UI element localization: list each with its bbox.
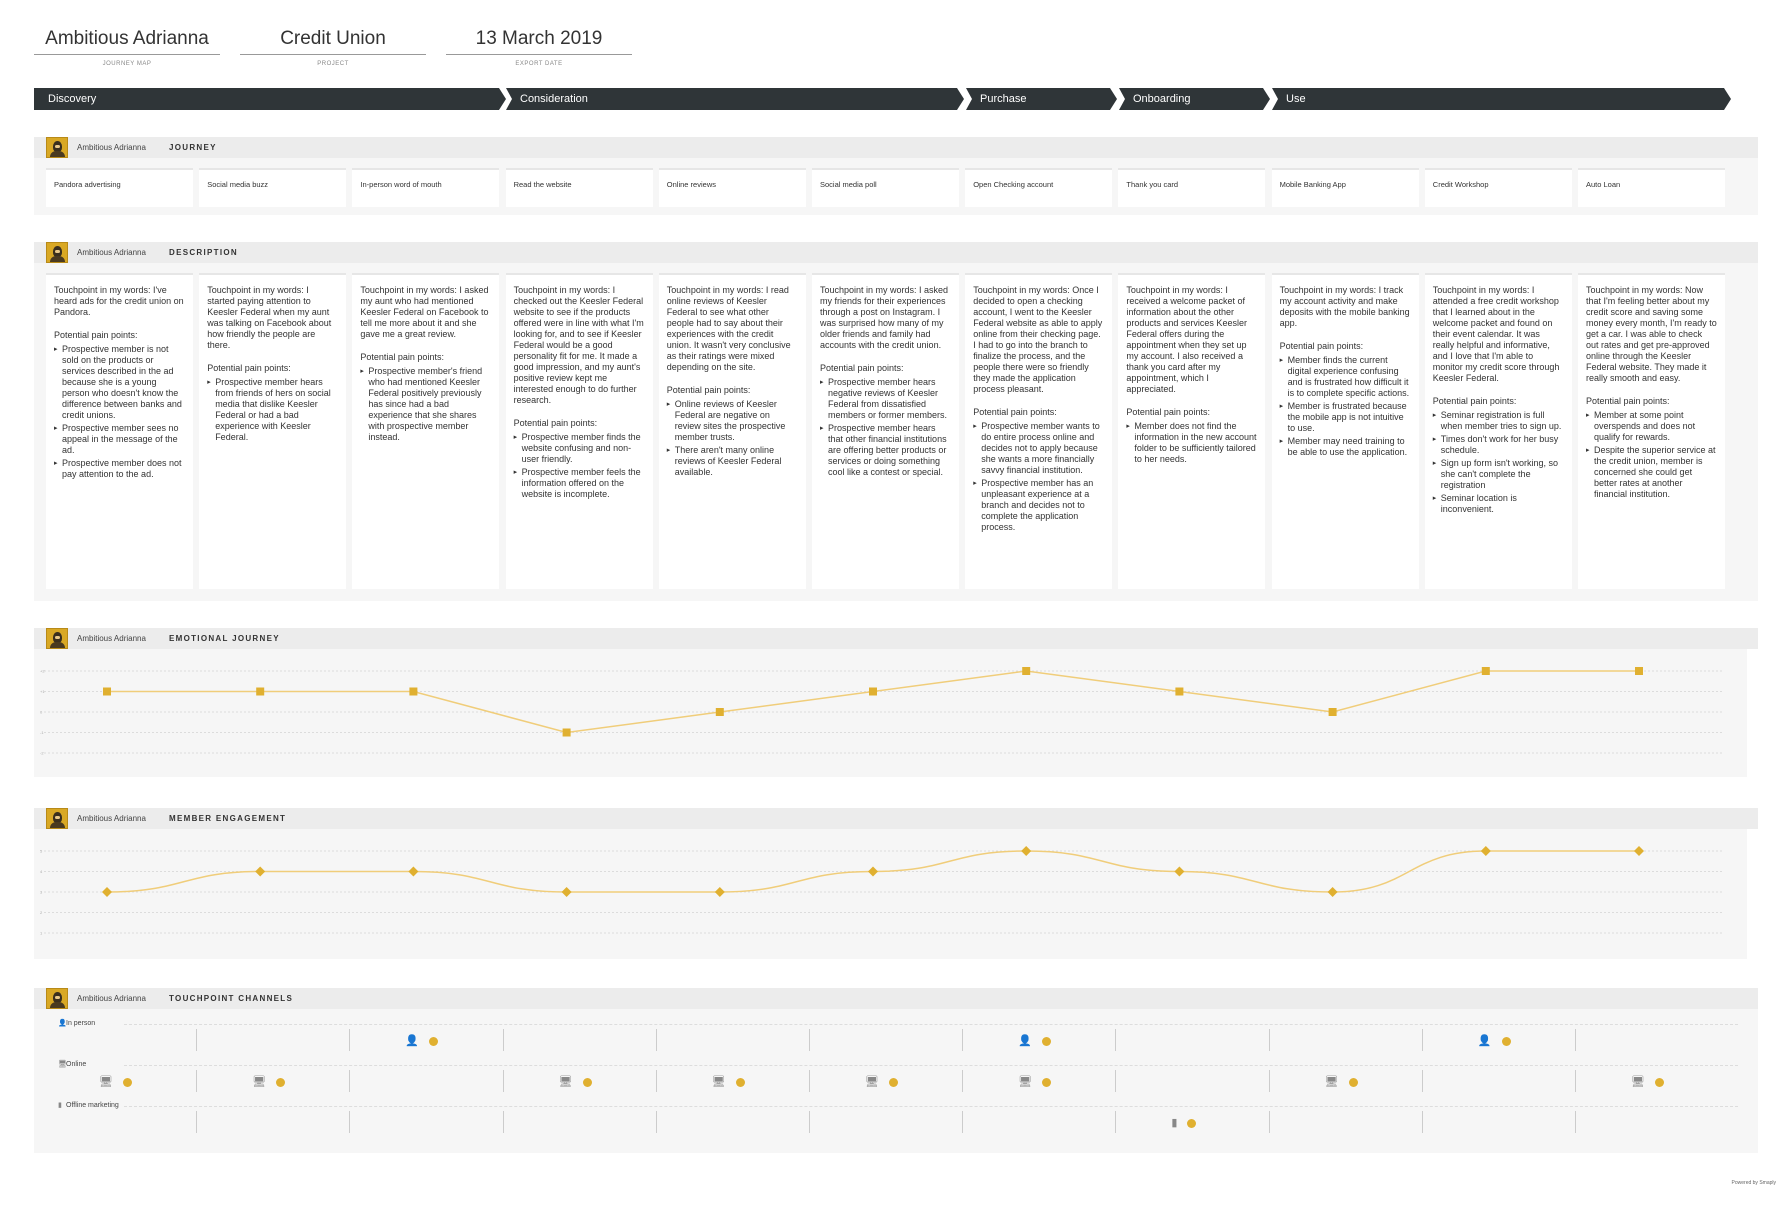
touchpoint-words: Touchpoint in my words: Once I decided to open a checking account, I went to the Keesler Federal website as able to apply online from their checking page. I had to go into the branch to finalize the process, and the people there were so friendly they made the application process pleasant.: [973, 285, 1103, 394]
stage-label: Onboarding: [1133, 93, 1191, 105]
column-divider: [1575, 1070, 1576, 1092]
description-card[interactable]: [812, 273, 959, 589]
description-card[interactable]: [1118, 273, 1265, 589]
pain-points-label: Potential pain points:: [513, 418, 598, 428]
data-point[interactable]: [1481, 846, 1491, 856]
description-card[interactable]: [1272, 273, 1419, 589]
column-divider: [349, 1111, 350, 1133]
channel-dot: [1042, 1037, 1051, 1046]
channel-row-line: [124, 1024, 1738, 1025]
touchpoint-card[interactable]: In-person word of mouth: [352, 168, 499, 207]
column-divider: [809, 1070, 810, 1092]
column-divider: [1575, 1029, 1576, 1051]
column-divider: [1115, 1111, 1116, 1133]
description-card[interactable]: [352, 273, 499, 589]
document-icon: ▮: [1171, 1117, 1178, 1129]
section-title: TOUCHPOINT CHANNELS: [169, 994, 294, 1003]
channel-dot: [429, 1037, 438, 1046]
touchpoint-card[interactable]: Thank you card: [1118, 168, 1265, 207]
pain-point: ▸ Seminar registration is full when member tries to sign up.: [1433, 410, 1564, 432]
pain-points-list: [514, 432, 645, 500]
channel-dot: [889, 1078, 898, 1087]
stage-purchase[interactable]: [966, 88, 1117, 110]
computer-icon: 🖥: [252, 1076, 267, 1088]
channel-dot: [123, 1078, 132, 1087]
channels-section: [34, 988, 1758, 1153]
pain-point: ▸ Prospective member hears from friends of hers on social media that dislike Keesler Federal or had a bad experience with Keesler Federal.: [207, 377, 338, 443]
pain-point: ▸ Member does not find the information in the new account folder to be sufficiently tailored to her needs.: [1126, 421, 1257, 465]
channel-row-label: [58, 1101, 119, 1109]
description-lane: [34, 263, 1758, 601]
pain-point: ▸ Prospective member feels the information offered on the website is incomplete.: [514, 467, 645, 500]
touchpoint-card[interactable]: Auto Loan: [1578, 168, 1725, 207]
description-card[interactable]: [1425, 273, 1572, 589]
pain-point: ▸ Member finds the current digital experience confusing and is frustrated how difficult it is to complete specific actions.: [1280, 355, 1411, 399]
journey-section: [34, 137, 1758, 215]
touchpoint-words: Touchpoint in my words: I received a welcome packet of information about the other products and services Keesler Federal offers during the appointment when they set up my account. I also received a thank you card after my appointment, which I appreciated.: [1126, 285, 1247, 394]
channels-lane: [34, 1009, 1758, 1153]
pain-points-list: [973, 421, 1104, 533]
pain-point: ▸ Member at some point overspends and does not qualify for rewards.: [1586, 410, 1717, 443]
description-card[interactable]: [965, 273, 1112, 589]
pain-points-label: Potential pain points:: [1586, 396, 1670, 406]
person-icon: 👤: [1018, 1035, 1032, 1047]
engagement-chart: [34, 829, 1747, 959]
pain-point: ▸ Prospective member's friend who had mentioned Keesler Federal positively previously has since had a bad experience that she shares with prospective member instead.: [360, 366, 491, 443]
stage-label: Discovery: [48, 93, 97, 105]
touchpoint-words: Touchpoint in my words: I asked my friends for their experiences through a post on Instagram. I was surprised how many of my older friends and family had accounts with the credit union.: [820, 285, 949, 350]
channel-marker[interactable]: [1478, 1035, 1511, 1047]
data-point[interactable]: [868, 867, 878, 877]
touchpoint-card[interactable]: Read the website: [506, 168, 653, 207]
column-divider: [1422, 1029, 1423, 1051]
persona-avatar: [46, 628, 68, 649]
touchpoint-words: Touchpoint in my words: I've heard ads for the credit union on Pandora.: [54, 285, 184, 317]
pain-point: ▸ Seminar location is inconvenient.: [1433, 493, 1564, 515]
touchpoint-words: Touchpoint in my words: Now that I'm feeling better about my credit score and saving some money every month, I'm ready to get a car. I was able to check out rates and get pre-approved online through the Keesler Federal website. They made it really smooth and easy.: [1586, 285, 1717, 383]
data-point[interactable]: [563, 729, 571, 737]
channel-dot: [1655, 1078, 1664, 1087]
axis-tick-label: 1: [40, 930, 43, 936]
stage-arrow-shape: [34, 88, 506, 110]
column-divider: [1269, 1029, 1270, 1051]
channel-dot: [1042, 1078, 1051, 1087]
pain-point: ▸ Online reviews of Keesler Federal are negative on review sites the prospective member trusts.: [667, 399, 798, 443]
section-persona: Ambitious Adrianna: [77, 143, 146, 152]
data-point[interactable]: [1635, 667, 1643, 675]
pain-points-label: Potential pain points:: [1279, 341, 1364, 351]
touchpoint-card[interactable]: Pandora advertising: [46, 168, 193, 207]
touchpoint-card[interactable]: Mobile Banking App: [1272, 168, 1419, 207]
section-persona: Ambitious Adrianna: [77, 814, 146, 823]
pain-point: ▸ There aren't many online reviews of Keesler Federal available.: [667, 445, 798, 478]
data-point[interactable]: [869, 688, 877, 696]
persona-avatar: [46, 137, 68, 158]
export-date-label: EXPORT DATE: [515, 61, 563, 67]
column-divider: [196, 1029, 197, 1051]
channel-row-line: [124, 1106, 1738, 1107]
data-point[interactable]: [103, 688, 111, 696]
pain-points-list: [1586, 410, 1717, 500]
section-header: [34, 242, 1758, 263]
description-card[interactable]: [659, 273, 806, 589]
section-header: [34, 808, 1758, 829]
channel-marker[interactable]: [1018, 1076, 1051, 1088]
pain-points-label: Potential pain points:: [973, 407, 1057, 417]
data-point[interactable]: [562, 887, 572, 897]
stage-consideration[interactable]: [506, 88, 964, 110]
pain-points-list: [1433, 410, 1564, 515]
column-divider: [196, 1111, 197, 1133]
channel-marker[interactable]: [1325, 1076, 1358, 1088]
pain-points-list: [667, 399, 798, 478]
channel-row-label: [58, 1019, 95, 1027]
data-point[interactable]: [1329, 708, 1337, 716]
channel-dot: [583, 1078, 592, 1087]
column-divider: [962, 1111, 963, 1133]
project-label: PROJECT: [317, 61, 349, 67]
pain-point: ▸ Times don't work for her busy schedule.: [1433, 434, 1564, 456]
channel-marker[interactable]: [252, 1076, 285, 1088]
computer-icon: 🖥: [1631, 1076, 1645, 1088]
pain-point: ▸ Member is frustrated because the mobile app is not intuitive to use.: [1280, 401, 1411, 434]
section-title: EMOTIONAL JOURNEY: [169, 634, 280, 643]
person-icon: 👤: [1477, 1035, 1492, 1047]
channel-marker[interactable]: [99, 1076, 132, 1088]
data-point[interactable]: [1174, 867, 1184, 877]
stage-arrow: [1272, 88, 1731, 110]
column-divider: [962, 1070, 963, 1092]
date-field: [446, 28, 632, 67]
computer-icon: 🖥: [58, 1061, 67, 1068]
pain-point: ▸ Despite the superior service at the credit union, member is concerned she could get better rates at another financial institution.: [1586, 445, 1717, 500]
pain-points-list: [820, 377, 951, 478]
emotional-chart-svg: [34, 649, 1747, 777]
section-title: MEMBER ENGAGEMENT: [169, 814, 287, 823]
channel-name: Offline marketing: [66, 1102, 119, 1109]
engagement-chart-svg: [34, 829, 1747, 959]
pain-points-list: [1280, 355, 1411, 458]
axis-tick-label: 0: [40, 709, 43, 715]
column-divider: [1269, 1070, 1270, 1092]
axis-tick-label: -1: [40, 730, 44, 735]
section-header: [34, 988, 1758, 1009]
axis-tick-label: +1: [40, 689, 45, 694]
emotional-section: [34, 628, 1758, 777]
column-divider: [349, 1029, 350, 1051]
section-header: [34, 628, 1758, 649]
column-divider: [503, 1029, 504, 1051]
data-point[interactable]: [1175, 688, 1183, 696]
column-divider: [1575, 1111, 1576, 1133]
persona-avatar: [46, 242, 68, 263]
project-name[interactable]: Credit Union: [240, 28, 426, 55]
description-card[interactable]: [1578, 273, 1725, 589]
column-divider: [962, 1029, 963, 1051]
computer-icon: 🖥: [865, 1076, 879, 1088]
description-card[interactable]: [199, 273, 346, 589]
column-divider: [1422, 1070, 1423, 1092]
section-persona: Ambitious Adrianna: [77, 248, 146, 257]
data-point[interactable]: [256, 688, 264, 696]
stage-onboarding[interactable]: [1119, 88, 1270, 110]
channel-dot: [276, 1078, 285, 1087]
column-divider: [656, 1029, 657, 1051]
channel-dot: [1349, 1078, 1358, 1087]
stage-label: Use: [1286, 93, 1306, 105]
stage-use[interactable]: [1272, 88, 1731, 110]
data-point[interactable]: [1021, 846, 1031, 856]
pain-point: ▸ Prospective member sees no appeal in the message of the ad.: [54, 423, 185, 456]
channel-marker[interactable]: [1018, 1035, 1051, 1047]
stage-arrow: [34, 88, 506, 110]
persona-field: [34, 28, 220, 67]
channel-marker[interactable]: [865, 1076, 898, 1088]
channel-row-label: [58, 1060, 86, 1068]
stage-discovery[interactable]: [34, 88, 506, 110]
touchpoint-words: Touchpoint in my words: I checked out the Keesler Federal website to see if the products offered were in line with what I'm looking for, and to see if Keesler Federal would be a good personality fit for me. It made a good impression, and my aunt's positive review kept me interested enough to do further research.: [513, 285, 644, 405]
touchpoint-card[interactable]: Online reviews: [659, 168, 806, 207]
section-title: JOURNEY: [169, 143, 217, 152]
column-divider: [1115, 1070, 1116, 1092]
pain-points-label: Potential pain points:: [820, 363, 904, 373]
person-icon: 👤: [58, 1020, 67, 1027]
pain-points-list: [207, 377, 338, 443]
column-divider: [1422, 1111, 1423, 1133]
pain-point: ▸ Prospective member hears that other financial institutions are offering better products or services or doing something cool like a contest or special.: [820, 423, 951, 478]
touchpoint-words: Touchpoint in my words: I started paying attention to Keesler Federal when my aunt was talking on Facebook about how friendly the people are there.: [207, 285, 332, 350]
persona-name[interactable]: Ambitious Adrianna: [34, 28, 220, 55]
pain-point: ▸ Prospective member finds the website confusing and non-user friendly.: [514, 432, 645, 465]
axis-tick-label: +2: [40, 668, 45, 674]
project-field: [240, 28, 426, 67]
person-icon: 👤: [405, 1035, 420, 1047]
touchpoint-words: Touchpoint in my words: I track my account activity and make deposits with the mobile banking app.: [1279, 285, 1410, 328]
pain-points-label: Potential pain points:: [1432, 396, 1517, 406]
stage-label: Consideration: [520, 93, 588, 105]
stage-arrow-shape: [1272, 88, 1731, 110]
computer-icon: 🖥: [558, 1076, 573, 1088]
column-divider: [196, 1070, 197, 1092]
data-point[interactable]: [1634, 846, 1644, 856]
column-divider: [349, 1070, 350, 1092]
pain-point: ▸ Prospective member does not pay attention to the ad.: [54, 458, 185, 480]
data-point[interactable]: [409, 688, 417, 696]
column-divider: [656, 1070, 657, 1092]
axis-tick-label: 4: [40, 869, 43, 874]
section-persona: Ambitious Adrianna: [77, 634, 146, 643]
export-date[interactable]: 13 March 2019: [446, 28, 632, 55]
data-point[interactable]: [1328, 887, 1338, 897]
touchpoint-card[interactable]: Credit Workshop: [1425, 168, 1572, 207]
axis-tick-label: 5: [40, 848, 43, 854]
stage-label: Purchase: [980, 93, 1027, 105]
axis-tick-label: 2: [40, 910, 43, 915]
description-section: [34, 242, 1758, 601]
column-divider: [1269, 1111, 1270, 1133]
journey-lane: [34, 158, 1758, 215]
channel-dot: [736, 1078, 745, 1087]
pain-point: ▸ Prospective member wants to do entire process online and decides not to apply because she wants a more financially savvy financial institution.: [973, 421, 1104, 476]
axis-tick-label: 3: [40, 889, 43, 895]
section-persona: Ambitious Adrianna: [77, 994, 146, 1003]
data-point[interactable]: [715, 887, 725, 897]
engagement-section: [34, 808, 1758, 959]
touchpoint-words: Touchpoint in my words: I attended a free credit workshop that I learned about in the welcome packet and found on their event calendar. It was really helpful and informative, and I love that I'm able to monitor my credit score through Keesler Federal.: [1432, 285, 1560, 383]
channel-marker[interactable]: [405, 1035, 438, 1047]
column-divider: [1115, 1029, 1116, 1051]
column-divider: [503, 1070, 504, 1092]
column-divider: [656, 1111, 657, 1133]
pain-point: ▸ Prospective member has an unpleasant experience at a branch and decides not to complete the application process.: [973, 478, 1104, 533]
pain-points-label: Potential pain points:: [54, 330, 138, 340]
channel-marker[interactable]: [559, 1076, 592, 1088]
pain-points-list: [54, 344, 185, 480]
column-divider: [503, 1111, 504, 1133]
touchpoint-words: Touchpoint in my words: I asked my aunt who had mentioned Keesler Federal on Facebook to tell me more about it and she gave me a great review.: [360, 285, 489, 339]
data-point[interactable]: [408, 867, 418, 877]
pain-points-label: Potential pain points:: [207, 363, 291, 373]
pain-point: ▸ Sign up form isn't working, so she can't complete the registration: [1433, 458, 1564, 491]
computer-icon: 🖥: [99, 1076, 113, 1088]
data-point[interactable]: [716, 708, 724, 716]
channel-dot: [1187, 1119, 1196, 1128]
emotional-chart: [34, 649, 1747, 777]
channel-name: In person: [66, 1020, 96, 1027]
touchpoint-card[interactable]: Social media poll: [812, 168, 959, 207]
touchpoint-card[interactable]: Social media buzz: [199, 168, 346, 207]
computer-icon: 🖥: [1324, 1076, 1339, 1088]
persona-label: JOURNEY MAP: [102, 61, 152, 67]
pain-points-label: Potential pain points:: [666, 385, 751, 395]
column-divider: [809, 1029, 810, 1051]
description-card[interactable]: [46, 273, 193, 589]
pain-points-label: Potential pain points:: [1126, 407, 1210, 417]
pain-points-list: [1126, 421, 1257, 465]
data-point[interactable]: [255, 867, 265, 877]
pain-points-label: Potential pain points:: [360, 352, 444, 362]
channel-marker[interactable]: [1631, 1076, 1664, 1088]
pain-point: ▸ Prospective member hears negative reviews of Keesler Federal from dissatisfied members or former members.: [820, 377, 951, 421]
data-point[interactable]: [1022, 667, 1030, 675]
computer-icon: 🖥: [711, 1076, 726, 1088]
section-title: DESCRIPTION: [169, 248, 238, 257]
computer-icon: 🖥: [1018, 1076, 1033, 1088]
touchpoint-words: Touchpoint in my words: I read online reviews of Keesler Federal to see what other people had to say about their experiences with the credit union. It wasn't very conclusive as their ratings were mixed depending on the site.: [666, 285, 791, 372]
channel-name: Online: [66, 1061, 87, 1068]
powered-by: Powered by Smaply: [1731, 1180, 1776, 1186]
touchpoint-card[interactable]: Open Checking account: [965, 168, 1112, 207]
document-icon: ▮: [58, 1102, 62, 1109]
axis-tick-label: -2: [40, 750, 44, 756]
channel-marker[interactable]: [712, 1076, 745, 1088]
channel-row-line: [124, 1065, 1738, 1066]
series-line: [107, 671, 1639, 733]
data-point[interactable]: [1482, 667, 1490, 675]
persona-avatar: [46, 988, 68, 1009]
pain-point: ▸ Member may need training to be able to use the application.: [1280, 436, 1411, 458]
channel-dot: [1502, 1037, 1511, 1046]
persona-avatar: [46, 808, 68, 829]
column-divider: [809, 1111, 810, 1133]
description-card[interactable]: [506, 273, 653, 589]
data-point[interactable]: [102, 887, 112, 897]
pain-point: ▸ Prospective member is not sold on the products or services described in the ad because she is a young person who doesn't know the difference between banks and credit unions.: [54, 344, 185, 421]
channel-marker[interactable]: [1171, 1117, 1196, 1129]
pain-points-list: [360, 366, 491, 443]
section-header: [34, 137, 1758, 158]
